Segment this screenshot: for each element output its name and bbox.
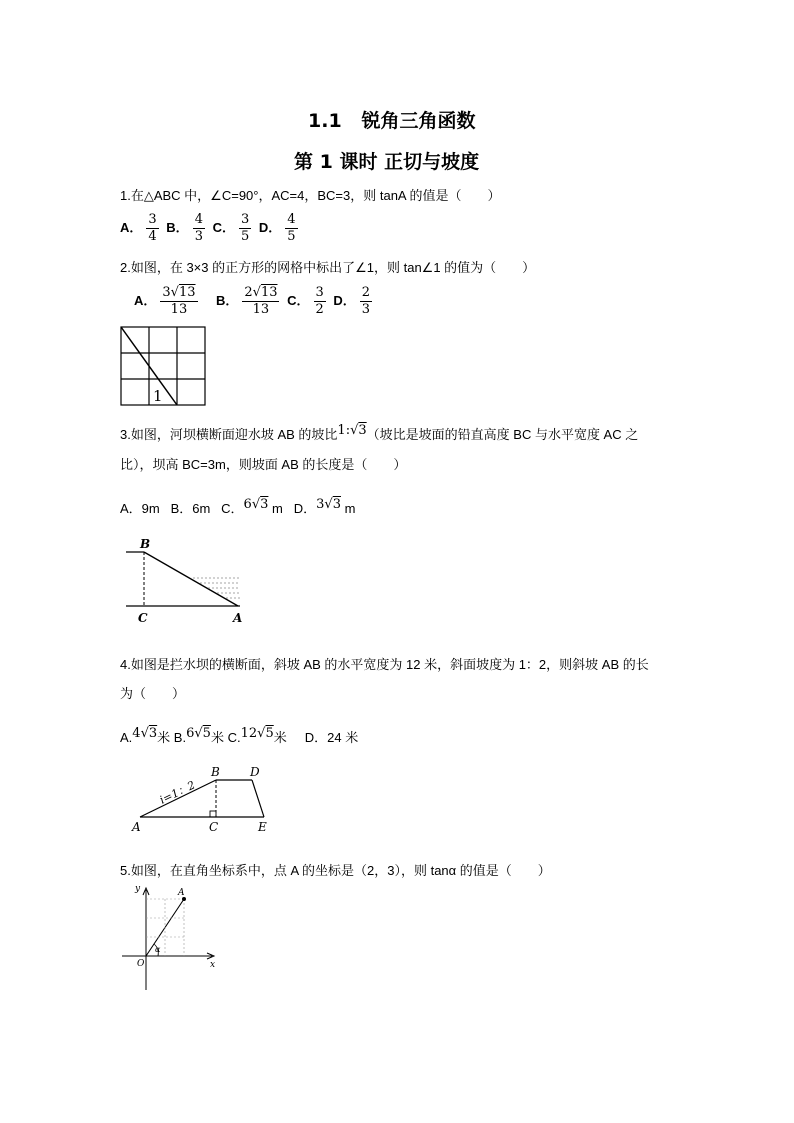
q3-option-c[interactable]: C．6√3 m [221, 497, 283, 516]
q1-option-a[interactable]: A． $\frac{3}{4}$ [120, 212, 157, 244]
label-e: E [258, 820, 267, 834]
q5-coordinate-figure [118, 882, 222, 994]
q1-option-b[interactable]: B． $\frac{4}{3}$ [166, 212, 203, 244]
label-x: x [210, 960, 216, 970]
label-d: D [250, 765, 260, 779]
q2-option-a[interactable]: A． $\frac{3√13}{13}$ [134, 285, 196, 317]
page-title [308, 106, 476, 133]
q3-dam-figure [120, 534, 250, 628]
question-2-options [134, 285, 376, 318]
q2-option-b[interactable]: B． $\frac{2√13}{13}$ [215, 285, 278, 317]
label-alpha: α [155, 945, 161, 954]
q4-dam-figure [130, 762, 276, 836]
question-3-line-1: 3.如图，河坝横断面迎水坡 AB 的坡比1:√3（坡比是坡面的铅直高度 BC 与水平宽度 AC 之 [120, 423, 639, 442]
question-3-options [120, 498, 355, 517]
q1-option-d[interactable]: D． $\frac{4}{5}$ [258, 212, 296, 244]
question-5-text: 5.如图，在直角坐标系中，点 A 的坐标是（2，3），则 tanα 的值是（ ） [120, 863, 551, 878]
label-b: B [140, 537, 151, 551]
label-o: O [137, 959, 145, 969]
title-text: 锐角三角函数 [361, 110, 476, 132]
question-4-line-2: 为（ ） [120, 686, 186, 701]
q3-option-b[interactable]: B．6m [170, 501, 211, 516]
title-number: 1.1 [308, 110, 342, 132]
q2-option-c[interactable]: C． $\frac{3}{2}$ [287, 285, 324, 317]
q1-option-c[interactable]: C． $\frac{3}{5}$ [212, 212, 250, 244]
q2-option-d[interactable]: D． $\frac{2}{3}$ [333, 285, 371, 317]
grid-border [121, 327, 205, 405]
q4-option-a[interactable]: A.4√3米 [120, 726, 171, 745]
label-y: y [135, 884, 141, 894]
label-a: A [132, 820, 141, 834]
q4-option-d[interactable]: D．24 米 [304, 730, 359, 745]
question-2-text: 2.如图，在 3×3 的正方形的网格中标出了∠1，则 tan∠1 的值为（ ） [120, 260, 536, 275]
q3-option-a[interactable]: A．9m [120, 501, 160, 516]
angle-1-label: 1 [153, 387, 163, 405]
page-subtitle: 第 1 课时 正切与坡度 [294, 151, 480, 173]
question-4-options [120, 727, 358, 746]
label-a: A [178, 888, 185, 898]
label-a: A [233, 611, 243, 625]
q3-option-d[interactable]: D．3√3 m [293, 497, 356, 516]
label-c: C [209, 820, 219, 834]
question-4-line-1: 4.如图是拦水坝的横断面，斜坡 AB 的水平宽度为 12 米，斜面坡度为 1：2，则斜坡 AB 的长 [120, 657, 649, 672]
slope-ab [144, 552, 238, 606]
q2-grid-figure [118, 324, 208, 408]
question-3-line-2: 比），坝高 BC=3m，则坡面 AB 的长度是（ ） [120, 457, 407, 472]
question-1-options [120, 212, 302, 245]
slope-de [252, 780, 264, 817]
question-1-text: 1.在△ABC 中，∠C=90°，AC=4，BC=3，则 tanA 的值是（ ） [120, 188, 501, 203]
label-b: B [211, 765, 220, 779]
water-lines [193, 578, 240, 598]
q4-option-b[interactable]: B.6√5米 [173, 726, 224, 745]
q4-option-c[interactable]: C.12√5米 [227, 726, 287, 745]
right-angle-mark [210, 811, 216, 817]
slope-ratio-label: i=1：2 [157, 778, 198, 807]
label-c: C [138, 611, 148, 625]
